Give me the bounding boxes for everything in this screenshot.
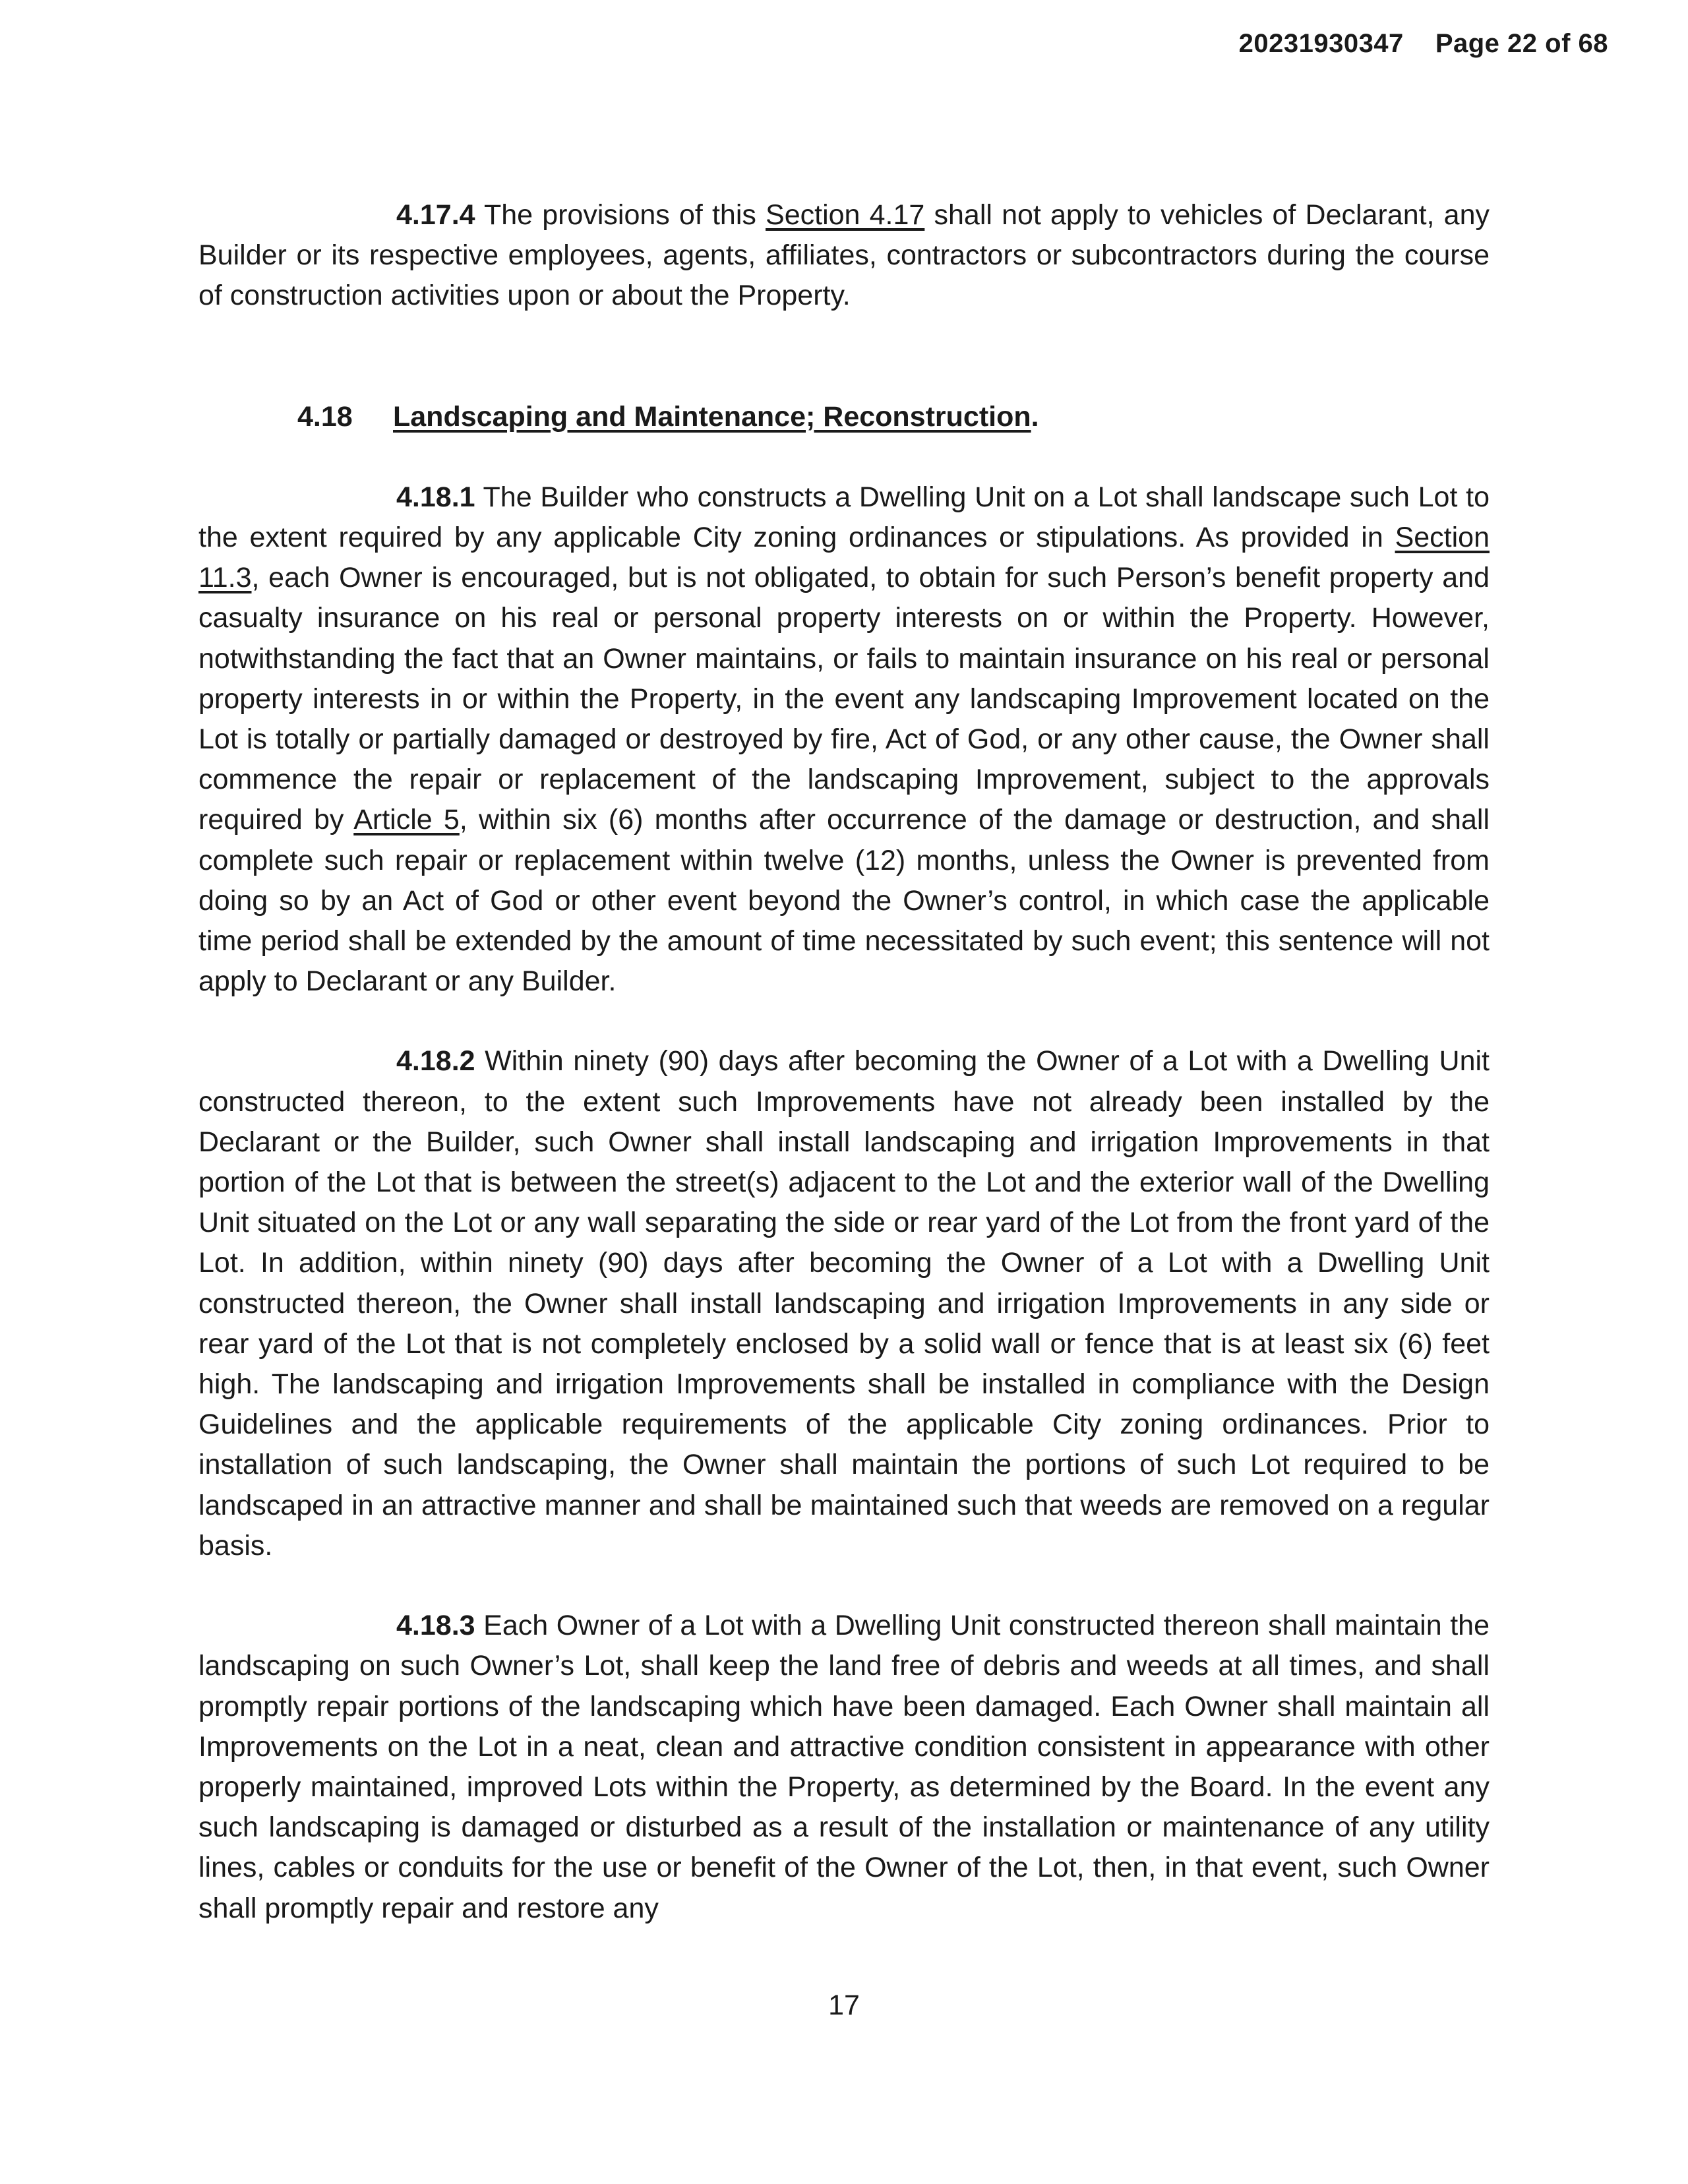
section-text: Within ninety (90) days after becoming the Owner of a Lot with a Dwelling Unit constructed thereon, to the extent such Improvements have not already been installed by the Declarant or the Builder, such Owner shall install landscaping and irrigation Improvements in that portion of the Lot that is between the street(s) adjacent to the Lot and the exterior wall of the Dwelling Unit situated on the Lot or any wall separating the side or rear yard of the Lot from the front yard of the Lot. In addition, within ninety (90) days after becoming the Owner of a Lot with a Dwelling Unit constructed thereon, the Owner shall install landscaping and irrigation Improvements in any side or rear yard of the Lot that is not completely enclosed by a solid wall or fence that is at least six (6) feet high. The landscaping and irrigation Improvements shall be installed in compliance with the Design Guidelines and the applicable requirements of the applicable City zoning ordinances. Prior to installation of such landscaping, the Owner shall maintain the portions of such Lot required to be landscaped in an attractive manner and shall be maintained such that weeds are removed on a regular basis. [198, 1045, 1490, 1562]
spacer [198, 317, 1490, 397]
document-number: 20231930347 [1238, 29, 1404, 58]
section-4-18-heading [198, 397, 1490, 437]
section-text: The provisions of this [475, 199, 766, 231]
section-text: , within six (6) months after occurrence of the damage or destruction, and shall complete such repair or replacement within twelve (12) months, unless the Owner is prevented from doing so by an Act of God or other event beyond the Owner’s control, in which case the applicable time period shall be extended by the amount of time necessitated by such event; this sentence will not apply to Declarant or any Builder. [198, 804, 1490, 998]
section-4-18-3 [198, 1606, 1490, 1929]
section-text: shall not apply to vehicles of Declarant, any Builder or its respective employees, agents, affiliates, contractors or subcontractors during the course of construction activities upon or about the Property. [198, 199, 1490, 312]
heading-number: 4.18 [297, 400, 353, 433]
section-text: The Builder who constructs a Dwelling Unit on a Lot shall landscape such Lot to the extent required by any applicable City zoning ordinances or stipulations. As provided in [198, 481, 1490, 554]
page-number: 17 [828, 1989, 860, 2021]
section-4-18-2 [198, 1041, 1490, 1566]
page-footer [0, 1989, 1688, 2022]
section-number: 4.18.1 [396, 481, 475, 513]
section-4-18-1 [198, 477, 1490, 1002]
heading-title: Landscaping and Maintenance; Reconstruction [393, 400, 1031, 433]
document-body [198, 195, 1490, 1929]
article-reference: Article 5 [353, 804, 460, 836]
spacer [198, 1566, 1490, 1606]
spacer [198, 1002, 1490, 1041]
section-number: 4.17.4 [396, 199, 475, 231]
page-header [1239, 29, 1608, 59]
section-4-17-4 [198, 195, 1490, 317]
page-label: Page 22 of 68 [1435, 29, 1608, 58]
section-number: 4.18.3 [396, 1610, 475, 1642]
section-text: , each Owner is encouraged, but is not obligated, to obtain for such Person’s benefit property and casualty insurance on his real or personal property interests on or within the Property. However, notwithstanding the fact that an Owner maintains, or fails to maintain insurance on his real or personal property interests in or within the Property, in the event any landscaping Improvement located on the Lot is totally or partially damaged or destroyed by fire, Act of God, or any other cause, the Owner shall commence the repair or replacement of the landscaping Improvement, subject to the approvals required by [198, 562, 1490, 836]
section-text: Each Owner of a Lot with a Dwelling Unit constructed thereon shall maintain the landscaping on such Owner’s Lot, shall keep the land free of debris and weeds at all times, and shall promptly repair portions of the landscaping which have been damaged. Each Owner shall maintain all Improvements on the Lot in a neat, clean and attractive condition consistent in appearance with other properly maintained, improved Lots within the Property, as determined by the Board. In the event any such landscaping is damaged or disturbed as a result of the installation or maintenance of any utility lines, cables or conduits for the use or benefit of the Owner of the Lot, then, in that event, such Owner shall promptly repair and restore any [198, 1610, 1490, 1924]
section-reference: Section 4.17 [766, 199, 925, 231]
spacer [198, 437, 1490, 477]
section-reference: Section 11.3 [198, 522, 1490, 594]
section-number: 4.18.2 [396, 1045, 475, 1077]
heading-period: . [1031, 400, 1039, 433]
